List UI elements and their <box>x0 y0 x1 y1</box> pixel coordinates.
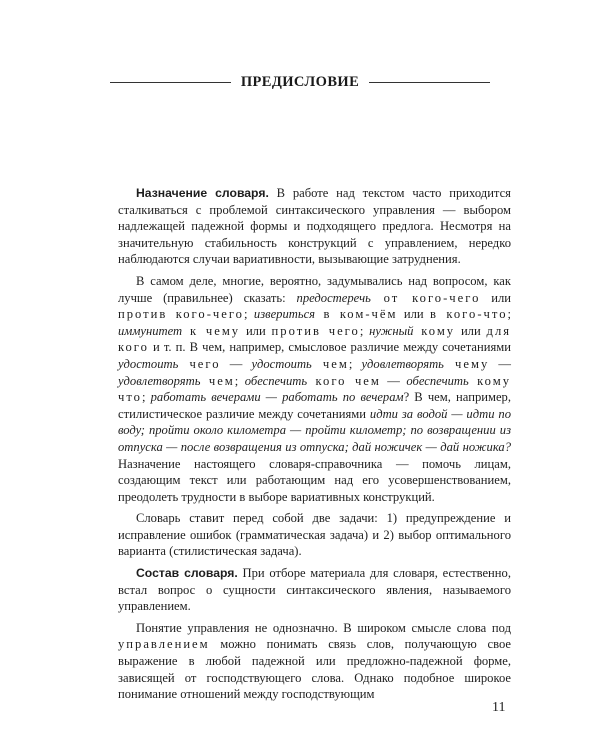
section-heading-composition: Состав словаря. <box>136 566 238 581</box>
spaced-term: кого чем <box>307 373 381 388</box>
paragraph-text: При отборе материала для словаря, естественно, встал вопрос о сущности синтаксического явления, называемого управлением. <box>118 566 511 614</box>
text-run: Назначение настоящего словаря-справочника — помочь лицам, создающим текст или работающим над его усовершенствованием, преодолеть трудности в выборе вариативных конструкций. <box>118 456 511 504</box>
italic-term: удостоить <box>251 356 312 371</box>
spaced-term: чем <box>311 356 349 371</box>
text-run: ; <box>243 307 254 322</box>
spaced-term: против кого-чего <box>118 307 244 322</box>
text-run: В самом деле, многие, вероятно, задумывались над вопросом, как лучше (правильнее) сказать: <box>118 273 511 305</box>
header-rule-left <box>110 82 231 83</box>
header-rule-right <box>369 82 490 83</box>
text-run: ; <box>141 390 151 405</box>
text-run: Понятие управления не однозначно. В широком смысле слова под <box>136 620 511 635</box>
text-run: — <box>489 356 511 371</box>
spaced-term: кому <box>413 323 456 338</box>
paragraph-text: В работе над текстом часто приходится сталкиваться с проблемой синтаксического управления — выбором надлежащей падежной формы и подходящего предлога. Несмотря на значительную стабильность конструкций с управлением, нередко наблюдаются случаи вариативности, вызывающие затруднения. <box>118 186 511 267</box>
italic-term: извериться <box>253 307 316 322</box>
page-number: 11 <box>492 700 506 715</box>
italic-term: нужный <box>369 323 414 338</box>
spaced-term: для кого <box>118 323 512 355</box>
text-run: ? В чем, например, стилистическое различие между сочетаниями <box>118 390 511 421</box>
paragraph-tasks <box>118 510 511 560</box>
paragraph-government <box>118 620 511 703</box>
italic-term: обеспечить <box>406 373 469 388</box>
italic-term: обеспечить <box>244 373 308 388</box>
spaced-term: против чего <box>271 323 360 338</box>
italic-term: предостеречь <box>296 290 371 305</box>
chapter-header <box>110 74 490 91</box>
text-run: или <box>455 323 487 338</box>
section-heading-purpose: Назначение словаря. <box>136 186 269 200</box>
text-run: — <box>380 373 407 388</box>
italic-term: удовлетворять <box>118 373 201 388</box>
paragraph-composition <box>118 565 511 615</box>
text-run: ; <box>348 356 362 371</box>
italic-term: удовлетворять <box>361 356 444 371</box>
spaced-term: в кого-что <box>430 307 508 322</box>
italic-term: работать вечерами — работать по вечерам <box>150 390 404 405</box>
paragraph-purpose <box>118 185 511 268</box>
spaced-term: к чему <box>182 323 241 338</box>
text-run: ; <box>234 373 245 388</box>
text-run: — <box>220 356 252 371</box>
text-run: или <box>480 290 512 305</box>
italic-term: иммунитет <box>118 323 183 338</box>
text-run: и т. п. В чем, например, смысловое различие между сочетаниями <box>148 340 511 355</box>
text-run: или <box>240 323 272 338</box>
spaced-term: в ком-чём <box>315 307 398 322</box>
text-run: или <box>397 307 431 322</box>
italic-term: удостоить <box>118 356 179 371</box>
paragraph-text: Словарь ставит перед собой две задачи: 1) предупреждение и исправление ошибок (грамматическая задача) и 2) выбор оптимального варианта (стилистическая задача). <box>118 511 511 559</box>
spaced-term: управлением <box>118 637 210 652</box>
text-run: можно понимать связь слов, получающую свое выражение в любой падежной или предложно-падежной форме, зависящей от господствующего слова. Однако подобное широкое понимание отношений между господствующим <box>118 637 511 702</box>
spaced-term: кому что <box>118 373 511 405</box>
spaced-term: чем <box>200 373 235 388</box>
paragraph-examples <box>118 273 511 505</box>
text-run: ; <box>507 307 511 322</box>
spaced-term: чего <box>178 356 221 371</box>
spaced-term: от кого-чего <box>370 290 481 305</box>
italic-term: идти за водой — идти по воду; пройти около километра — пройти километр; по возвращении из отпуска — после возвращения из отпуска; дай ножичек — дай ножика? <box>118 406 511 454</box>
text-run: ; <box>359 323 370 338</box>
spaced-term: чему <box>443 356 490 371</box>
chapter-title: ПРЕДИСЛОВИЕ <box>240 74 360 90</box>
body-text <box>118 185 511 708</box>
